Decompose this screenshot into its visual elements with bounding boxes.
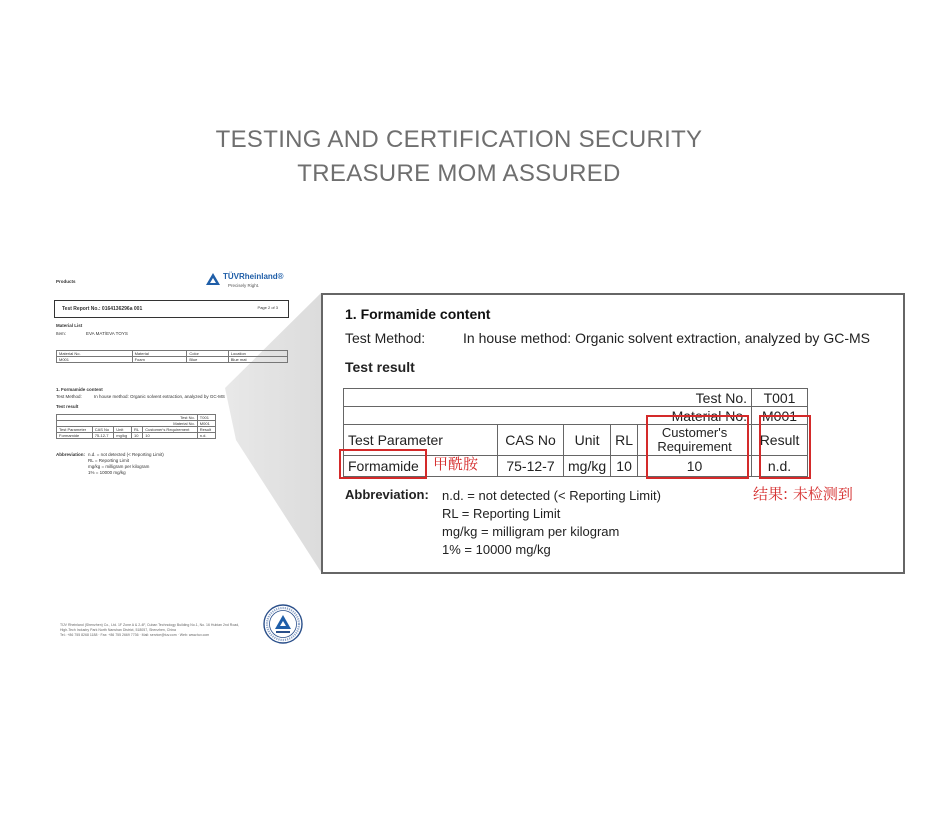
- test-method-label: Test Method:: [345, 330, 426, 346]
- abbreviation-label: Abbreviation:: [345, 487, 429, 502]
- header-result: Result: [752, 425, 808, 456]
- tuv-logo: [206, 272, 296, 292]
- mini-tr-1: 75-12-7: [92, 433, 114, 439]
- mini-tr-2: mg/kg: [114, 433, 132, 439]
- mini-mh-1: Material: [132, 351, 187, 357]
- headline-line-2: TREASURE MOM ASSURED: [297, 160, 621, 187]
- zoom-detail-box: [321, 293, 905, 574]
- mini-tr-5: n.d.: [197, 433, 215, 439]
- cell-result: n.d.: [752, 456, 808, 477]
- mini-abbr-label: Abbreviation:: [56, 452, 86, 457]
- mini-test-method-value: In house method: Organic solvent extraction, analyzed by GC-MS: [94, 394, 225, 399]
- highlight-formamide: [339, 449, 427, 479]
- annotation-formamide-cn: 甲酰胺: [433, 455, 479, 473]
- material-no-label: Material No.: [344, 407, 752, 425]
- abbreviation-line-3: mg/kg = milligram per kilogram: [442, 524, 620, 539]
- section-title: 1. Formamide content: [345, 306, 491, 322]
- mini-products-label: Products: [56, 279, 76, 284]
- connector-shadow: [225, 293, 321, 572]
- tuv-triangle-icon: [206, 273, 220, 285]
- mini-mh-0: Material No.: [57, 351, 133, 357]
- mini-section-title: 1. Formamide content: [56, 387, 103, 392]
- mini-th-0: Test Parameter: [57, 427, 93, 433]
- mini-report-box: [54, 300, 289, 318]
- footer-line-1: TÜV Rheinland (Shenzhen) Co., Ltd. 1F Zone A & 2-4F, Cuban Technology Building No.1, No. 16 Hubian 2nd Road,: [60, 623, 240, 627]
- mini-item-label: Item:: [56, 331, 67, 336]
- footer-line-2: High-Tech Industry Park North Nanshan District, 518057, Shenzhen, China: [60, 628, 176, 632]
- mini-material-list: Material List: [56, 323, 83, 328]
- mini-th-3: RL: [131, 427, 142, 433]
- mini-materialno-value: M001: [197, 421, 215, 427]
- highlight-result: [759, 415, 811, 479]
- mini-test-method-label: Test Method:: [56, 394, 82, 399]
- tuv-tagline: Precisely Right.: [228, 283, 260, 288]
- mini-mr-0: M001: [57, 357, 133, 363]
- test-no-value: T001: [752, 389, 808, 407]
- mini-testno-value: T001: [197, 415, 215, 421]
- material-no-value: M001: [752, 407, 808, 425]
- mini-report-no: Test Report No.: 0164136296a 001: [62, 306, 143, 312]
- cell-parameter: Formamide: [344, 456, 498, 477]
- header-rl: RL: [611, 425, 638, 456]
- test-method-value: In house method: Organic solvent extraction, analyzed by GC-MS: [463, 330, 870, 346]
- table-row-test-no: [344, 389, 808, 407]
- cell-unit: mg/kg: [564, 456, 611, 477]
- mini-abbr-2: mg/kg = milligram per kilogram: [88, 464, 150, 469]
- mini-material-table: [56, 350, 288, 363]
- mini-tr-4: 10: [143, 433, 198, 439]
- header-unit: Unit: [564, 425, 611, 456]
- mini-th-5: Result: [197, 427, 215, 433]
- abbreviation-line-4: 1% = 10000 mg/kg: [442, 542, 551, 557]
- accreditation-seal-icon: [263, 604, 303, 644]
- mini-mr-2: Blue: [187, 357, 228, 363]
- mini-mr-3: Blue mat: [228, 357, 287, 363]
- annotation-result-cn: 结果: 未检测到: [753, 485, 853, 503]
- mini-th-2: Unit: [114, 427, 132, 433]
- mini-item-value: EVA MAT/EVA TOYS: [86, 331, 128, 336]
- mini-mh-2: Color: [187, 351, 228, 357]
- cell-rl: 10: [611, 456, 638, 477]
- test-no-label: Test No.: [344, 389, 752, 407]
- mini-abbr-3: 1% = 10000 mg/kg: [88, 470, 126, 475]
- mini-th-1: CAS No: [92, 427, 114, 433]
- footer-line-3: Tel.: +86 755 8268 1188 · Fax: +86 755 2669 7736 · Mail: service@tuv.com · Web: www.tuv.com: [60, 633, 210, 637]
- mini-abbr-0: n.d. = not detected (< Reporting Limit): [88, 452, 164, 457]
- mini-mh-3: Location: [228, 351, 287, 357]
- abbreviation-line-1: n.d. = not detected (< Reporting Limit): [442, 488, 661, 503]
- headline-line-1: TESTING AND CERTIFICATION SECURITY: [215, 126, 703, 153]
- cell-requirement: 10: [638, 456, 752, 477]
- mini-materialno-label: Material No.: [57, 421, 198, 427]
- mini-test-result: Test result: [56, 404, 79, 409]
- mini-result-table: [56, 414, 216, 439]
- cell-cas: 75-12-7: [498, 456, 564, 477]
- mini-page: Page 2 of 3: [257, 305, 278, 310]
- mini-tr-3: 10: [131, 433, 142, 439]
- abbreviation-line-2: RL = Reporting Limit: [442, 506, 561, 521]
- mini-tr-0: Formamide: [57, 433, 93, 439]
- header-requirement-line2: Requirement: [657, 439, 732, 454]
- header-cas-no: CAS No: [498, 425, 564, 456]
- mini-mr-1: Foam: [132, 357, 187, 363]
- mini-th-4: Customer's Requirement: [143, 427, 198, 433]
- footer-address: [60, 623, 239, 638]
- test-result-label: Test result: [345, 359, 415, 375]
- highlight-requirement: [646, 415, 749, 479]
- mini-testno-label: Test No.: [57, 415, 198, 421]
- header-requirement-line1: Customer's: [661, 425, 728, 440]
- tuv-brand: TÜVRheinland®: [223, 272, 284, 281]
- header-test-parameter: Test Parameter: [344, 425, 498, 456]
- mini-abbr-1: RL = Reporting Limit: [88, 458, 129, 463]
